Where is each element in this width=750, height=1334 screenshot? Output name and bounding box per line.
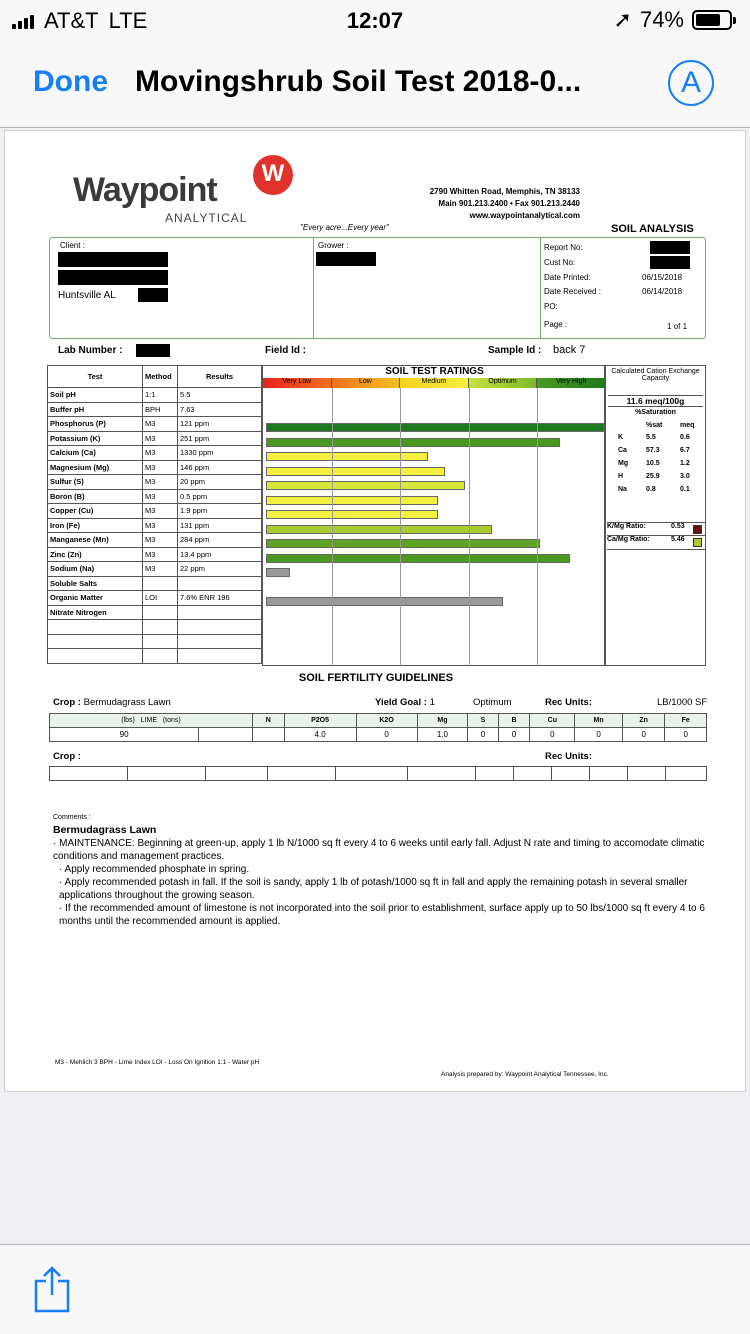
done-button[interactable]: Done	[33, 65, 108, 98]
tagline: "Every acre...Every year"	[300, 223, 389, 232]
cell-test: Calcium (Ca)	[48, 446, 143, 461]
fertility-guidelines-table: (lbs) LIME (tons) N P2O5 K2O Mg S B Cu Mn Zn Fe 90 4.0 0 1.0 0 0 0 0 0 0	[49, 713, 707, 742]
cell-method	[143, 605, 178, 620]
cell-test: Magnesium (Mg)	[48, 460, 143, 475]
rating-bar	[266, 467, 445, 476]
rating-bar	[266, 496, 438, 505]
ratings-title: SOIL TEST RATINGS	[385, 366, 484, 377]
carrier-label: AT&T	[44, 8, 99, 33]
cell-result	[178, 605, 262, 620]
markup-icon[interactable]: A	[668, 60, 714, 106]
cell-result: 0.5 ppm	[178, 489, 262, 504]
nav-bar	[0, 40, 750, 128]
rating-bar	[266, 510, 438, 519]
battery-percent: 74%	[639, 7, 684, 32]
cell-result	[178, 634, 262, 649]
guide-header: Mn	[575, 714, 623, 728]
cell-result: 121 ppm	[178, 417, 262, 432]
cell-result: 5.5	[178, 388, 262, 403]
cell-test: Iron (Fe)	[48, 518, 143, 533]
cell-result: 146 ppm	[178, 460, 262, 475]
table-row	[48, 431, 262, 446]
document-title: Movingshrub Soil Test 2018-0...	[135, 65, 582, 98]
sample-id: back 7	[553, 344, 586, 356]
rating-level: Low	[332, 378, 401, 388]
cell-method: 1:1	[143, 388, 178, 403]
prepared-by: Analysis prepared by: Waypoint Analytical Tennessee, Inc.	[441, 1071, 609, 1078]
comment-line: · Apply recommended potash in fall. If the soil is sandy, apply 1 lb of potash/1000 sq ft in fall and apply the remaining potash in several smaller applications throughout the growing season.	[59, 877, 688, 901]
share-icon[interactable]	[32, 1265, 72, 1313]
guide-header: N	[252, 714, 284, 728]
cell-test	[48, 649, 143, 664]
cell-method: M3	[143, 489, 178, 504]
cec-row: K 5.5 0.6	[618, 434, 690, 441]
rating-bar	[266, 452, 428, 461]
cell-test: Manganese (Mn)	[48, 533, 143, 548]
rating-level: Medium	[400, 378, 469, 388]
cell-method: M3	[143, 446, 178, 461]
table-row	[48, 547, 262, 562]
table-row	[48, 634, 262, 649]
table-row	[48, 460, 262, 475]
cell-test: Organic Matter	[48, 591, 143, 606]
cell-test: Potassium (K)	[48, 431, 143, 446]
guide-value: 0	[530, 728, 575, 742]
cell-test	[48, 634, 143, 649]
cell-method: BPH	[143, 402, 178, 417]
fertility-guidelines-table-2	[49, 766, 707, 781]
table-row	[48, 446, 262, 461]
comments-section: Comments : Bermudagrass Lawn · MAINTENANCE: Beginning at green-up, apply 1 lb N/1000 sq ft every 4 to 6 weeks until early fall. Adjust N rate and timing to accomodate climatic conditions and management practices. · Apply recommended phosphate in spring. · Apply recommended potash in fall. If the soil is sandy, apply 1 lb of potash/1000 sq ft in fall and apply the remaining potash in several smaller applications throughout the growing season. · If the recommended amount of limestone is not incorporated into the soil prior to establishment, surface apply up to 50 lbs/1000 sq ft every 4 to 6 months until the recommended amount is applied.	[53, 811, 713, 928]
cell-method: LOI	[143, 591, 178, 606]
cell-result: 22 ppm	[178, 562, 262, 577]
cell-test: Soluble Salts	[48, 576, 143, 591]
cell-method	[143, 634, 178, 649]
rating-bar	[266, 597, 503, 606]
lab-address: 2790 Whitten Road, Memphis, TN 38133 Main 901.213.2400 • Fax 901.213.2440 www.waypointanalytical.com	[429, 187, 580, 220]
logo-badge-icon: W	[253, 155, 293, 195]
cell-result: 131 ppm	[178, 518, 262, 533]
cell-method: M3	[143, 475, 178, 490]
table-row	[48, 489, 262, 504]
table-row	[48, 605, 262, 620]
cec-row: Mg 10.5 1.2	[618, 460, 690, 467]
rating-bar	[266, 568, 290, 577]
table-row	[48, 533, 262, 548]
cell-method: M3	[143, 460, 178, 475]
cell-result: 7.63	[178, 402, 262, 417]
cell-method	[143, 620, 178, 635]
guide-header: P2O5	[284, 714, 356, 728]
rating-level: Optimum	[469, 378, 538, 388]
table-row	[48, 518, 262, 533]
table-row	[48, 576, 262, 591]
comment-line: · Apply recommended phosphate in spring.	[59, 864, 250, 875]
camg-ratio-row: Ca/Mg Ratio: 5.46	[607, 536, 705, 550]
guide-header: Zn	[622, 714, 665, 728]
cell-method: M3	[143, 417, 178, 432]
guide-value: 0	[498, 728, 530, 742]
cell-result: 284 ppm	[178, 533, 262, 548]
guide-header: K2O	[356, 714, 417, 728]
table-row	[48, 388, 262, 403]
network-label: LTE	[108, 8, 148, 33]
rating-bar	[266, 438, 560, 447]
cell-result: 1330 ppm	[178, 446, 262, 461]
client-city: Huntsville AL	[58, 290, 116, 301]
cell-result	[178, 576, 262, 591]
status-bar	[0, 0, 750, 40]
guide-value: 0	[468, 728, 498, 742]
cell-method	[143, 576, 178, 591]
cell-result: 13.4 ppm	[178, 547, 262, 562]
cell-test: Zinc (Zn)	[48, 547, 143, 562]
guidelines-title: SOIL FERTILITY GUIDELINES	[298, 672, 454, 684]
cell-result: 1.9 ppm	[178, 504, 262, 519]
table-row	[48, 475, 262, 490]
table-row	[48, 417, 262, 432]
guide-header: Mg	[417, 714, 468, 728]
guide-header: Fe	[665, 714, 707, 728]
cell-result: 251 ppm	[178, 431, 262, 446]
rating-bar	[266, 481, 465, 490]
cell-result: 7.6% ENR 196	[178, 591, 262, 606]
guide-header: B	[498, 714, 530, 728]
guide-value: 0	[622, 728, 665, 742]
clock: 12:07	[346, 8, 404, 33]
guide-value: 0	[356, 728, 417, 742]
cell-test: Soil pH	[48, 388, 143, 403]
rating-bar	[266, 539, 540, 548]
cell-result	[178, 620, 262, 635]
table-row	[48, 649, 262, 664]
guide-value: 0	[575, 728, 623, 742]
guide-value: 1.0	[417, 728, 468, 742]
table-row	[48, 402, 262, 417]
soil-test-table: Test Method Results Soil pH 1:1 5.5 Buffer pH BPH 7.63 Phosphorus (P) M3 121 ppm Potassium (K) M3 251 ppm Calcium (Ca) M3 1330 ppm Magnesium (Mg) M3 146 ppm Sulfur (S) M3 20 ppm Boron (B) M3 0.5 ppm Copper (Cu) M3 1.9 ppm Iron (Fe) M3 131 ppm Manganese (Mn) M3 284 ppm Zinc (Zn) M3 13.4 ppm Sodium (Na) M3 22 ppm Soluble Salts Organic Matter LOI 7.6% ENR 196 Nitrate Nitrogen	[47, 365, 262, 664]
soil-ratings-chart	[262, 365, 605, 666]
cell-method: M3	[143, 518, 178, 533]
bottom-toolbar	[0, 1244, 750, 1334]
table-row	[48, 620, 262, 635]
rating-level: Very High	[537, 378, 606, 388]
cell-test	[48, 620, 143, 635]
comment-line: · MAINTENANCE: Beginning at green-up, apply 1 lb N/1000 sq ft every 4 to 6 weeks until early fall. Adjust N rate and timing to accomodate climatic conditions and management practices.	[53, 838, 705, 862]
table-row	[48, 591, 262, 606]
report-type: SOIL ANALYSIS	[611, 223, 694, 235]
cell-test: Sodium (Na)	[48, 562, 143, 577]
guide-value	[252, 728, 284, 742]
cec-panel: Calculated Cation Exchange Capacity 11.6 meq/100g %Saturation %sat meq K 5.5 0.6 Ca 57.3 6.7 Mg 10.5 1.2 H 25.9 3.0 Na 0.8 0.1 K/Mg Ratio: 0.53 Ca/Mg Ratio: 5.46	[605, 365, 706, 666]
method-legend: M3 - Mehlich 3 BPH - Lime Index LOI - Loss On Ignition 1:1 - Water pH	[55, 1059, 260, 1066]
km-ratio-row: K/Mg Ratio: 0.53	[607, 522, 705, 536]
rating-bar	[266, 423, 604, 432]
rating-bar	[266, 554, 570, 563]
battery-icon	[692, 10, 732, 30]
pdf-page[interactable]: Waypoint ANALYTICAL W 2790 Whitten Road, Memphis, TN 38133 Main 901.213.2400 • Fax 901.213.2440 www.waypointanalytical.com "Every acre...Every year" SOIL ANALYSIS Client : Huntsville AL Grower : Report No: Cust No: Date Printed: 06/15/2018 Date Received : 06/14/2018 PO: Page : 1 of 1 Lab Number : Field Id : Sample Id : back 7 Test Method Results Soil pH 1:1 5.5 Buffer pH BPH 7.63 Phosphorus (P) M3 121 ppm Potassium (K) M3 251 ppm Calcium (Ca) M3 1330 ppm Magnesium (Mg) M3 146 ppm Sulfur (S) M3 20 ppm Boron (B) M3 0.5 ppm Copper (Cu) M3 1.9 ppm Iron (Fe) M3 131 ppm Manganese (Mn) M3 284 ppm Zinc (Zn) M3 13.4 ppm Sodium (Na) M3 22 ppm Soluble Salts Organic Matter LOI 7.6% ENR 196 Nitrate Nitrogen SOIL TEST RATINGS Very Low Low Medium Optimum Very High Calculated Cation Exchange Capacity 11.6 meq/100g %Saturation %sat meq K 5.5 0.6 Ca 57.3 6.7 Mg 10.5 1.2 H 25.9 3.0 Na 0.8 0.1 K/Mg Ratio: 0.53 Ca/Mg Ratio: 5.46 SOIL FERTILITY GUIDELINES Crop : Bermudagrass Lawn Yield Goal : 1 Optimum Rec Units: LB/1000 SF (lbs) LIME (tons) N P2O5 K2O Mg S B Cu Mn Zn Fe 90 4.0 0 1.0 0 0 0 0 0 0 Crop : Rec Units: Comments : Bermudagrass Lawn · MAINTENANCE: Beginning at green-up, apply 1 lb N/1000 sq ft every 4 to 6 weeks until early fall. Adjust N rate and timing to accomodate climatic conditions and management practices. · Apply recommended phosphate in spring. · Apply recommended potash in fall. If the soil is sandy, apply 1 lb of potash/1000 sq ft in fall and apply the remaining potash in several smaller applications throughout the growing season. · If the recommended amount of limestone is not incorporated into the soil prior to establishment, surface apply up to 50 lbs/1000 sq ft every 4 to 6 months until the recommended amount is applied. M3 - Mehlich 3 BPH - Lime Index LOI - Loss On Ignition 1:1 - Water pH Analysis prepared by: Waypoint Analytical Tennessee, Inc.	[4, 130, 746, 1092]
cell-method	[143, 649, 178, 664]
guide-header: Cu	[530, 714, 575, 728]
guide-value: 4.0	[284, 728, 356, 742]
guide-value: 90	[50, 728, 199, 742]
cell-method: M3	[143, 431, 178, 446]
guide-value: 0	[665, 728, 707, 742]
cell-method: M3	[143, 504, 178, 519]
cec-value: 11.6 meq/100g	[608, 395, 703, 407]
guide-header: S	[468, 714, 498, 728]
cell-test: Nitrate Nitrogen	[48, 605, 143, 620]
cell-method: M3	[143, 562, 178, 577]
cell-method: M3	[143, 533, 178, 548]
comment-line: · If the recommended amount of limestone is not incorporated into the soil prior to establishment, surface apply up to 50 lbs/1000 sq ft every 4 to 6 months until the recommended amount is applied.	[59, 903, 705, 927]
table-row	[48, 562, 262, 577]
cec-row: Na 0.8 0.1	[618, 486, 690, 493]
cell-test: Sulfur (S)	[48, 475, 143, 490]
cell-method: M3	[143, 547, 178, 562]
cell-test: Phosphorus (P)	[48, 417, 143, 432]
cell-test: Buffer pH	[48, 402, 143, 417]
cell-test: Boron (B)	[48, 489, 143, 504]
cec-row: Ca 57.3 6.7	[618, 447, 690, 454]
table-row	[48, 504, 262, 519]
rating-level: Very Low	[263, 378, 332, 388]
cell-result	[178, 649, 262, 664]
rating-bar	[266, 525, 492, 534]
cell-result: 20 ppm	[178, 475, 262, 490]
cec-row: H 25.9 3.0	[618, 473, 690, 480]
waypoint-logo: Waypoint ANALYTICAL W	[73, 171, 217, 210]
location-arrow-icon: ➚	[613, 7, 632, 32]
info-box: Client : Huntsville AL Grower : Report No: Cust No: Date Printed: 06/15/2018 Date Received : 06/14/2018 PO: Page : 1 of 1	[49, 237, 706, 339]
cell-test: Copper (Cu)	[48, 504, 143, 519]
